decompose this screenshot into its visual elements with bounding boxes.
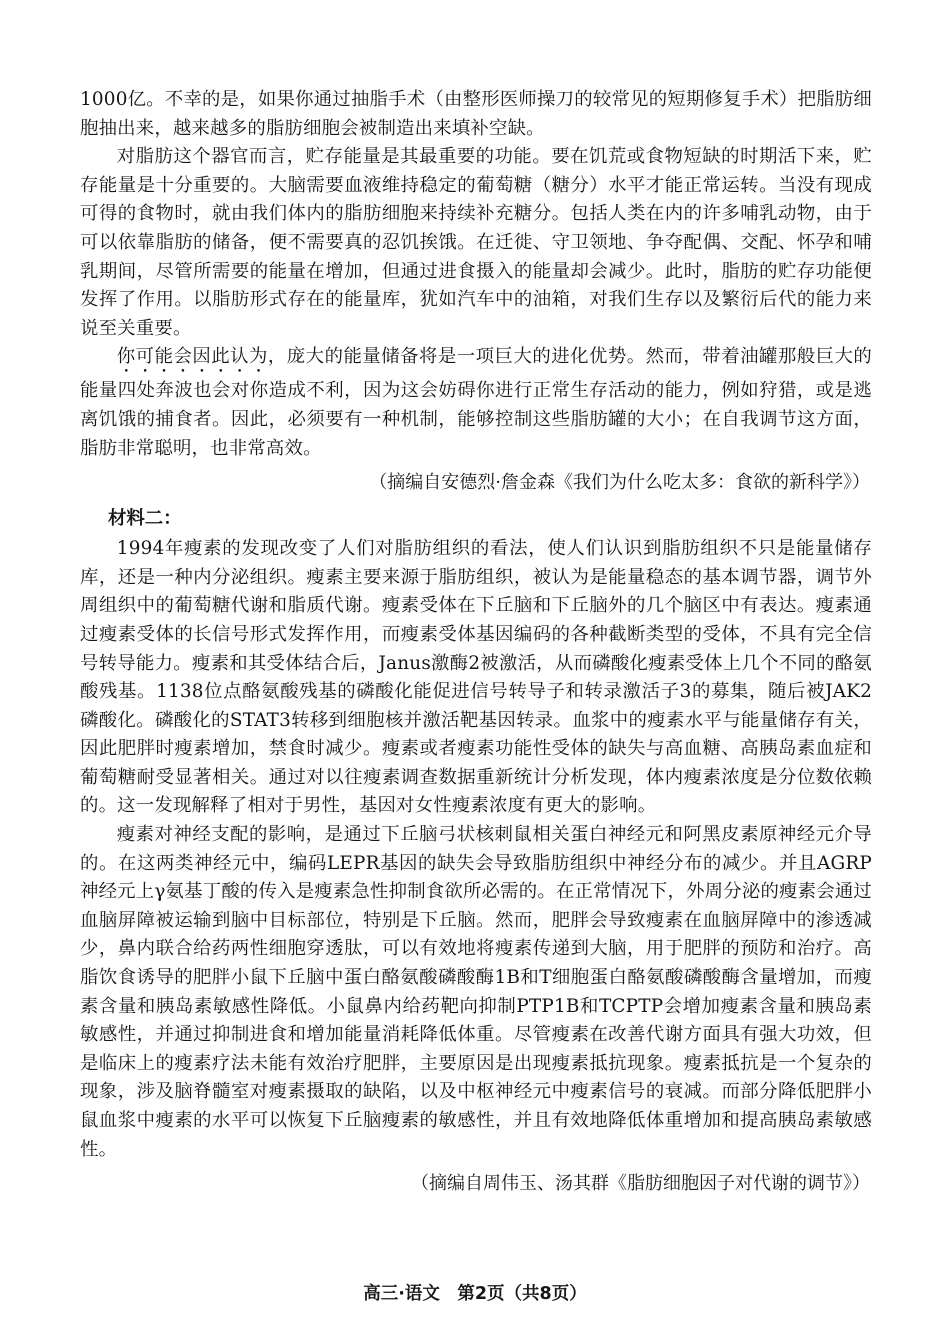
document-page bbox=[80, 86, 872, 1206]
material-two-heading: 材料二： bbox=[108, 508, 182, 530]
page-footer: 高三·语文 第2页（共8页） bbox=[363, 1284, 587, 1304]
paragraph-3 bbox=[80, 343, 872, 463]
paragraph-4: 1994年瘦素的发现改变了人们对脂肪组织的看法，使人们认识到脂肪组织不只是能量储存库，还是一种内分泌组织。瘦素主要来源于脂肪组织，被认为是能量稳态的基本调节器，调节外周组织中的葡萄糖代谢和脂质代谢。瘦素受体在下丘脑和下丘脑外的几个脑区中有表达。瘦素通过瘦素受体的长信号形式发挥作用，而瘦素受体基因编码的各种截断类型的受体，不具有完全信号转导能力。瘦素和其受体结合后，Janus激酶2被激活，从而磷酸化瘦素受体上几个不同的酪氨酸残基。1138位点酪氨酸残基的磷酸化能促进信号转导子和转录激活子3的募集，随后被JAK2磷酸化。磷酸化的STAT3转移到细胞核并激活靶基因转录。血浆中的瘦素水平与能量储存有关，因此肥胖时瘦素增加，禁食时减少。瘦素或者瘦素功能性受体的缺失与高血糖、高胰岛素血症和葡萄糖耐受显著相关。通过对以往瘦素调查数据重新统计分析发现，体内瘦素浓度是分位数依赖的。这一发现解释了相对于男性，基因对女性瘦素浓度有更大的影响。 bbox=[80, 538, 872, 817]
emphasized-phrase: 你可能会因此认为 bbox=[116, 346, 268, 368]
paragraph-5: 瘦素对神经支配的影响，是通过下丘脑弓状核刺鼠相关蛋白神经元和阿黑皮素原神经元介导的。在这两类神经元中，编码LEPR基因的缺失会导致脂肪组织中神经分布的减少。并且AGRP神经元上γ氨基丁酸的传入是瘦素急性抑制食欲所必需的。在正常情况下，外周分泌的瘦素会通过血脑屏障被运输到脑中目标部位，特别是下丘脑。然而，肥胖会导致瘦素在血脑屏障中的渗透减少，鼻内联合给药两性细胞穿透肽，可以有效地将瘦素传递到大脑，用于肥胖的预防和治疗。高脂饮食诱导的肥胖小鼠下丘脑中蛋白酪氨酸磷酸酶1B和T细胞蛋白酪氨酸磷酸酶含量增加，而瘦素含量和胰岛素敏感性降低。小鼠鼻内给药靶向抑制PTP1B和TCPTP会增加瘦素含量和胰岛素敏感性，并通过抑制进食和增加能量消耗降低体重。尽管瘦素在改善代谢方面具有强大功效，但是临床上的瘦素疗法未能有效治疗肥胖，主要原因是出现瘦素抵抗现象。瘦素抵抗是一个复杂的现象，涉及脑脊髓室对瘦素摄取的缺陷，以及中枢神经元中瘦素信号的衰减。而部分降低肥胖小鼠血浆中瘦素的水平可以恢复下丘脑瘦素的敏感性，并且有效地降低体重增加和提高胰岛素敏感性。 bbox=[80, 824, 872, 1160]
paragraph-2: 对脂肪这个器官而言，贮存能量是其最重要的功能。要在饥荒或食物短缺的时期活下来，贮存能量是十分重要的。大脑需要血液维持稳定的葡萄糖（糖分）水平才能正常运转。当没有现成可得的食物时，就由我们体内的脂肪细胞来持续补充糖分。包括人类在内的许多哺乳动物，由于可以依靠脂肪的储备，便不需要真的忍饥挨饿。在迁徙、守卫领地、争夺配偶、交配、怀孕和哺乳期间，尽管所需要的能量在增加，但通过进食摄入的能量却会减少。此时，脂肪的贮存功能便发挥了作用。以脂肪形式存在的能量库，犹如汽车中的油箱，对我们生存以及繁衍后代的能力来说至关重要。 bbox=[80, 146, 872, 339]
paragraph-1: 1000亿。不幸的是，如果你通过抽脂手术（由整形医师操刀的较常见的短期修复手术）把脂肪细胞抽出来，越来越多的脂肪细胞会被制造出来填补空缺。 bbox=[80, 89, 872, 139]
paragraph-3-text: ，庞大的能量储备将是一项巨大的进化优势。然而，带着油罐那般巨大的能量四处奔波也会对你造成不利，因为这会妨碍你进行正常生存活动的能力，例如狩猎，或是逃离饥饿的捕食者。因此，必须要有一种机制，能够控制这些脂肪罐的大小；在自我调节这方面，脂肪非常聪明，也非常高效。 bbox=[80, 346, 872, 459]
source-citation-2: （摘编自周伟玉、汤其群《脂肪细胞因子对代谢的调节》） bbox=[411, 1173, 870, 1195]
source-citation-1: （摘编自安德烈·詹金森《我们为什么吃太多：食欲的新科学》） bbox=[369, 472, 870, 494]
